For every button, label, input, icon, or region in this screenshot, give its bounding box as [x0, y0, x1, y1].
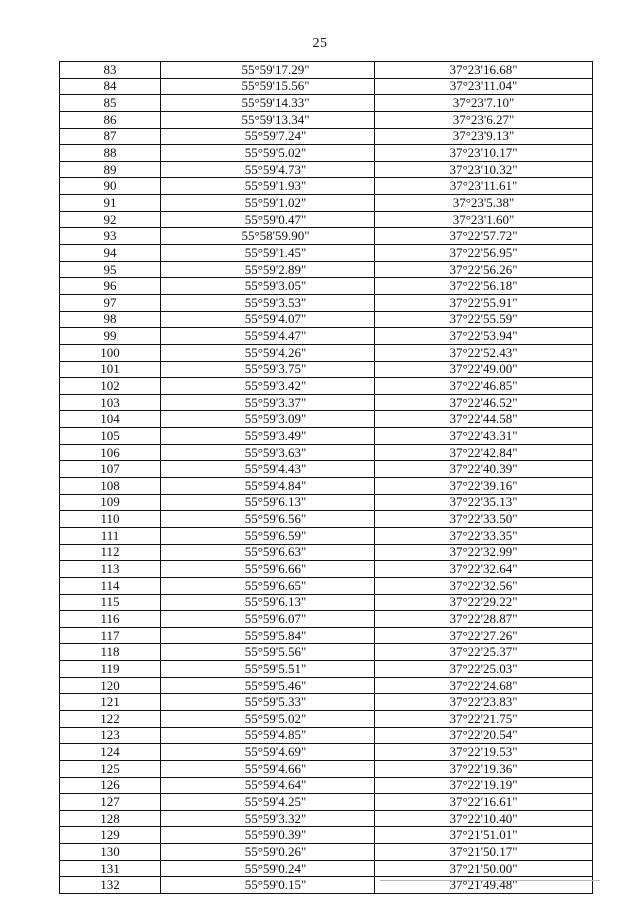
- table-row: [60, 428, 593, 445]
- longitude-cell: 37°23'16.68": [375, 62, 593, 79]
- point-number-cell: 126: [60, 777, 161, 794]
- latitude-value: 55°59'6.66": [244, 561, 307, 577]
- table-row: [60, 810, 593, 827]
- longitude-cell: 37°23'9.13": [375, 128, 593, 145]
- table-row: [60, 461, 593, 478]
- longitude-cell: 37°21'50.17": [375, 844, 593, 861]
- latitude-value: 55°59'4.66": [244, 760, 307, 776]
- longitude-cell: 37°22'49.00": [375, 361, 593, 378]
- longitude-cell: 37°22'33.35": [375, 527, 593, 544]
- point-number-cell: 89: [60, 161, 161, 178]
- latitude-cell: [161, 161, 375, 178]
- longitude-cell: 37°22'29.22": [375, 594, 593, 611]
- table-row: [60, 211, 593, 228]
- latitude-value: 55°59'5.02": [244, 145, 307, 161]
- table-row: [60, 62, 593, 79]
- table-row: [60, 444, 593, 461]
- table-row: [60, 744, 593, 761]
- longitude-cell: 37°22'44.58": [375, 411, 593, 428]
- latitude-cell: [161, 561, 375, 578]
- point-number-cell: 125: [60, 760, 161, 777]
- latitude-cell: [161, 344, 375, 361]
- point-number-cell: 120: [60, 677, 161, 694]
- latitude-value: 55°59'4.69": [244, 744, 307, 760]
- latitude-value: 55°59'1.02": [244, 194, 307, 210]
- table-row: [60, 145, 593, 162]
- longitude-cell: 37°22'19.19": [375, 777, 593, 794]
- latitude-value: 55°59'6.56": [244, 511, 307, 527]
- point-number-cell: 102: [60, 378, 161, 395]
- point-number-cell: 129: [60, 827, 161, 844]
- page-bottom-rule: [380, 880, 600, 881]
- latitude-value: 55°59'3.63": [244, 444, 307, 460]
- longitude-cell: 37°22'21.75": [375, 710, 593, 727]
- table-row: [60, 844, 593, 861]
- table-row: [60, 677, 593, 694]
- latitude-value: 55°59'4.07": [244, 311, 307, 327]
- latitude-cell: [161, 461, 375, 478]
- point-number-cell: 85: [60, 95, 161, 112]
- table-row: [60, 694, 593, 711]
- latitude-value: 55°59'3.49": [244, 427, 307, 443]
- point-number-cell: 103: [60, 394, 161, 411]
- point-number-cell: 108: [60, 478, 161, 495]
- latitude-value: 55°59'3.42": [244, 377, 307, 393]
- latitude-value: 55°59'0.15": [244, 877, 307, 893]
- latitude-cell: [161, 627, 375, 644]
- latitude-value: 55°59'5.46": [244, 677, 307, 693]
- table-row: [60, 577, 593, 594]
- latitude-cell: [161, 145, 375, 162]
- point-number-cell: 114: [60, 577, 161, 594]
- table-row: [60, 611, 593, 628]
- point-number-cell: 100: [60, 344, 161, 361]
- latitude-cell: [161, 278, 375, 295]
- latitude-cell: [161, 245, 375, 262]
- latitude-value: 55°59'6.63": [244, 544, 307, 560]
- table-row: [60, 644, 593, 661]
- point-number-cell: 93: [60, 228, 161, 245]
- table-row: [60, 527, 593, 544]
- latitude-cell: [161, 760, 375, 777]
- latitude-cell: [161, 261, 375, 278]
- longitude-cell: 37°23'10.32": [375, 161, 593, 178]
- longitude-cell: 37°22'25.37": [375, 644, 593, 661]
- latitude-value: 55°59'0.39": [244, 827, 307, 843]
- table-row: [60, 561, 593, 578]
- table-row: [60, 128, 593, 145]
- longitude-cell: 37°22'46.52": [375, 394, 593, 411]
- latitude-value: 55°59'4.73": [244, 161, 307, 177]
- point-number-cell: 105: [60, 428, 161, 445]
- latitude-value: 55°59'6.07": [244, 610, 307, 626]
- latitude-value: 55°59'14.33": [241, 95, 310, 111]
- point-number-cell: 112: [60, 544, 161, 561]
- point-number-cell: 104: [60, 411, 161, 428]
- point-number-cell: 97: [60, 294, 161, 311]
- latitude-cell: [161, 62, 375, 79]
- table-row: [60, 727, 593, 744]
- longitude-cell: 37°22'10.40": [375, 810, 593, 827]
- page-number: 25: [312, 36, 328, 51]
- table-row: [60, 311, 593, 328]
- point-number-cell: 124: [60, 744, 161, 761]
- latitude-cell: [161, 294, 375, 311]
- table-row: [60, 860, 593, 877]
- latitude-value: 55°59'2.89": [244, 261, 307, 277]
- latitude-value: 55°58'59.90": [241, 228, 310, 244]
- latitude-cell: [161, 827, 375, 844]
- longitude-cell: 37°22'56.18": [375, 278, 593, 295]
- longitude-cell: 37°23'5.38": [375, 195, 593, 212]
- table-row: [60, 494, 593, 511]
- longitude-cell: 37°22'33.50": [375, 511, 593, 528]
- point-number-cell: 83: [60, 62, 161, 79]
- longitude-cell: 37°22'27.26": [375, 627, 593, 644]
- point-number-cell: 92: [60, 211, 161, 228]
- latitude-value: 55°59'4.85": [244, 727, 307, 743]
- point-number-cell: 94: [60, 245, 161, 262]
- latitude-value: 55°59'0.47": [244, 211, 307, 227]
- longitude-cell: 37°22'53.94": [375, 328, 593, 345]
- table-row: [60, 760, 593, 777]
- latitude-cell: [161, 211, 375, 228]
- point-number-cell: 101: [60, 361, 161, 378]
- longitude-cell: 37°22'32.99": [375, 544, 593, 561]
- table-row: [60, 328, 593, 345]
- latitude-cell: [161, 527, 375, 544]
- longitude-cell: 37°22'19.36": [375, 760, 593, 777]
- latitude-value: 55°59'4.47": [244, 328, 307, 344]
- longitude-cell: 37°22'16.61": [375, 794, 593, 811]
- table-row: [60, 511, 593, 528]
- point-number-cell: 90: [60, 178, 161, 195]
- longitude-cell: 37°22'25.03": [375, 661, 593, 678]
- point-number-cell: 109: [60, 494, 161, 511]
- latitude-cell: [161, 877, 375, 894]
- table-row: [60, 661, 593, 678]
- latitude-cell: [161, 328, 375, 345]
- latitude-cell: [161, 78, 375, 95]
- longitude-cell: 37°22'23.83": [375, 694, 593, 711]
- point-number-cell: 121: [60, 694, 161, 711]
- latitude-value: 55°59'0.24": [244, 860, 307, 876]
- table-row: [60, 261, 593, 278]
- longitude-cell: 37°21'50.00": [375, 860, 593, 877]
- table-row: [60, 344, 593, 361]
- table-row: [60, 161, 593, 178]
- table-row: [60, 378, 593, 395]
- latitude-cell: [161, 411, 375, 428]
- longitude-cell: 37°22'57.72": [375, 228, 593, 245]
- longitude-cell: 37°22'35.13": [375, 494, 593, 511]
- latitude-cell: [161, 228, 375, 245]
- latitude-value: 55°59'6.59": [244, 527, 307, 543]
- latitude-value: 55°59'5.02": [244, 710, 307, 726]
- point-number-cell: 130: [60, 844, 161, 861]
- point-number-cell: 99: [60, 328, 161, 345]
- point-number-cell: 113: [60, 561, 161, 578]
- longitude-cell: 37°23'11.61": [375, 178, 593, 195]
- longitude-cell: 37°22'40.39": [375, 461, 593, 478]
- latitude-cell: [161, 111, 375, 128]
- latitude-value: 55°59'13.34": [241, 111, 310, 127]
- point-number-cell: 116: [60, 611, 161, 628]
- latitude-cell: [161, 810, 375, 827]
- point-number-cell: 111: [60, 527, 161, 544]
- latitude-value: 55°59'3.09": [244, 411, 307, 427]
- longitude-cell: 37°22'32.56": [375, 577, 593, 594]
- longitude-cell: 37°22'56.95": [375, 245, 593, 262]
- table-row: [60, 394, 593, 411]
- point-number-cell: 106: [60, 444, 161, 461]
- point-number-cell: 128: [60, 810, 161, 827]
- latitude-value: 55°59'6.13": [244, 494, 307, 510]
- longitude-cell: 37°21'49.48": [375, 877, 593, 894]
- table-row: [60, 544, 593, 561]
- longitude-cell: 37°21'51.01": [375, 827, 593, 844]
- table-row: [60, 228, 593, 245]
- longitude-cell: 37°22'56.26": [375, 261, 593, 278]
- point-number-cell: 117: [60, 627, 161, 644]
- latitude-cell: [161, 311, 375, 328]
- table-row: [60, 78, 593, 95]
- latitude-value: 55°59'5.56": [244, 644, 307, 660]
- latitude-cell: [161, 644, 375, 661]
- latitude-value: 55°59'15.56": [241, 78, 310, 94]
- longitude-cell: 37°23'11.04": [375, 78, 593, 95]
- longitude-cell: 37°22'20.54": [375, 727, 593, 744]
- latitude-cell: [161, 727, 375, 744]
- latitude-value: 55°59'6.65": [244, 577, 307, 593]
- latitude-value: 55°59'3.53": [244, 294, 307, 310]
- table-row: [60, 361, 593, 378]
- latitude-value: 55°59'17.29": [241, 61, 310, 77]
- latitude-cell: [161, 744, 375, 761]
- longitude-cell: 37°22'55.91": [375, 294, 593, 311]
- latitude-cell: [161, 777, 375, 794]
- latitude-cell: [161, 128, 375, 145]
- table-row: [60, 245, 593, 262]
- latitude-cell: [161, 860, 375, 877]
- latitude-value: 55°59'3.37": [244, 394, 307, 410]
- point-number-cell: 110: [60, 511, 161, 528]
- table-row: [60, 178, 593, 195]
- latitude-cell: [161, 544, 375, 561]
- longitude-cell: 37°23'10.17": [375, 145, 593, 162]
- table-row: [60, 411, 593, 428]
- longitude-cell: 37°23'6.27": [375, 111, 593, 128]
- longitude-cell: 37°22'24.68": [375, 677, 593, 694]
- point-number-cell: 127: [60, 794, 161, 811]
- table-row: [60, 827, 593, 844]
- latitude-value: 55°59'3.32": [244, 810, 307, 826]
- table-row: [60, 95, 593, 112]
- point-number-cell: 96: [60, 278, 161, 295]
- point-number-cell: 98: [60, 311, 161, 328]
- point-number-cell: 118: [60, 644, 161, 661]
- point-number-cell: 107: [60, 461, 161, 478]
- point-number-cell: 122: [60, 710, 161, 727]
- point-number-cell: 86: [60, 111, 161, 128]
- latitude-value: 55°59'4.43": [244, 461, 307, 477]
- longitude-cell: 37°22'55.59": [375, 311, 593, 328]
- latitude-cell: [161, 577, 375, 594]
- longitude-cell: 37°22'32.64": [375, 561, 593, 578]
- latitude-cell: [161, 95, 375, 112]
- point-number-cell: 123: [60, 727, 161, 744]
- latitude-value: 55°59'3.75": [244, 361, 307, 377]
- coordinates-table: [59, 61, 593, 894]
- longitude-cell: 37°22'28.87": [375, 611, 593, 628]
- latitude-cell: [161, 195, 375, 212]
- latitude-cell: [161, 394, 375, 411]
- longitude-cell: 37°23'7.10": [375, 95, 593, 112]
- latitude-cell: [161, 844, 375, 861]
- longitude-cell: 37°22'46.85": [375, 378, 593, 395]
- latitude-value: 55°59'5.84": [244, 627, 307, 643]
- latitude-cell: [161, 661, 375, 678]
- latitude-value: 55°59'0.26": [244, 843, 307, 859]
- latitude-cell: [161, 694, 375, 711]
- latitude-value: 55°59'4.64": [244, 777, 307, 793]
- longitude-cell: 37°22'19.53": [375, 744, 593, 761]
- point-number-cell: 119: [60, 661, 161, 678]
- point-number-cell: 132: [60, 877, 161, 894]
- latitude-cell: [161, 478, 375, 495]
- table-row: [60, 478, 593, 495]
- table-row: [60, 294, 593, 311]
- point-number-cell: 95: [60, 261, 161, 278]
- latitude-cell: [161, 677, 375, 694]
- coordinates-table-body: [60, 62, 593, 894]
- table-row: [60, 710, 593, 727]
- latitude-value: 55°59'4.26": [244, 344, 307, 360]
- longitude-cell: 37°22'43.31": [375, 428, 593, 445]
- latitude-cell: [161, 428, 375, 445]
- latitude-cell: [161, 794, 375, 811]
- longitude-cell: 37°22'42.84": [375, 444, 593, 461]
- latitude-cell: [161, 594, 375, 611]
- latitude-cell: [161, 710, 375, 727]
- table-row: [60, 594, 593, 611]
- latitude-value: 55°59'3.05": [244, 278, 307, 294]
- point-number-cell: 115: [60, 594, 161, 611]
- latitude-value: 55°59'4.84": [244, 477, 307, 493]
- table-row: [60, 777, 593, 794]
- table-row: [60, 111, 593, 128]
- latitude-value: 55°59'5.33": [244, 694, 307, 710]
- table-row: [60, 794, 593, 811]
- latitude-value: 55°59'1.93": [244, 178, 307, 194]
- table-row: [60, 195, 593, 212]
- latitude-cell: [161, 494, 375, 511]
- point-number-cell: 91: [60, 195, 161, 212]
- longitude-cell: 37°23'1.60": [375, 211, 593, 228]
- latitude-value: 55°59'5.51": [244, 660, 307, 676]
- latitude-cell: [161, 511, 375, 528]
- latitude-value: 55°59'1.45": [244, 244, 307, 260]
- latitude-value: 55°59'4.25": [244, 794, 307, 809]
- point-number-cell: 87: [60, 128, 161, 145]
- latitude-value: 55°59'7.24": [244, 128, 307, 144]
- longitude-cell: 37°22'39.16": [375, 478, 593, 495]
- latitude-cell: [161, 444, 375, 461]
- table-row: [60, 627, 593, 644]
- latitude-cell: [161, 378, 375, 395]
- point-number-cell: 88: [60, 145, 161, 162]
- longitude-cell: 37°22'52.43": [375, 344, 593, 361]
- latitude-cell: [161, 178, 375, 195]
- latitude-cell: [161, 361, 375, 378]
- point-number-cell: 131: [60, 860, 161, 877]
- table-row: [60, 278, 593, 295]
- point-number-cell: 84: [60, 78, 161, 95]
- latitude-value: 55°59'6.13": [244, 594, 307, 610]
- latitude-cell: [161, 611, 375, 628]
